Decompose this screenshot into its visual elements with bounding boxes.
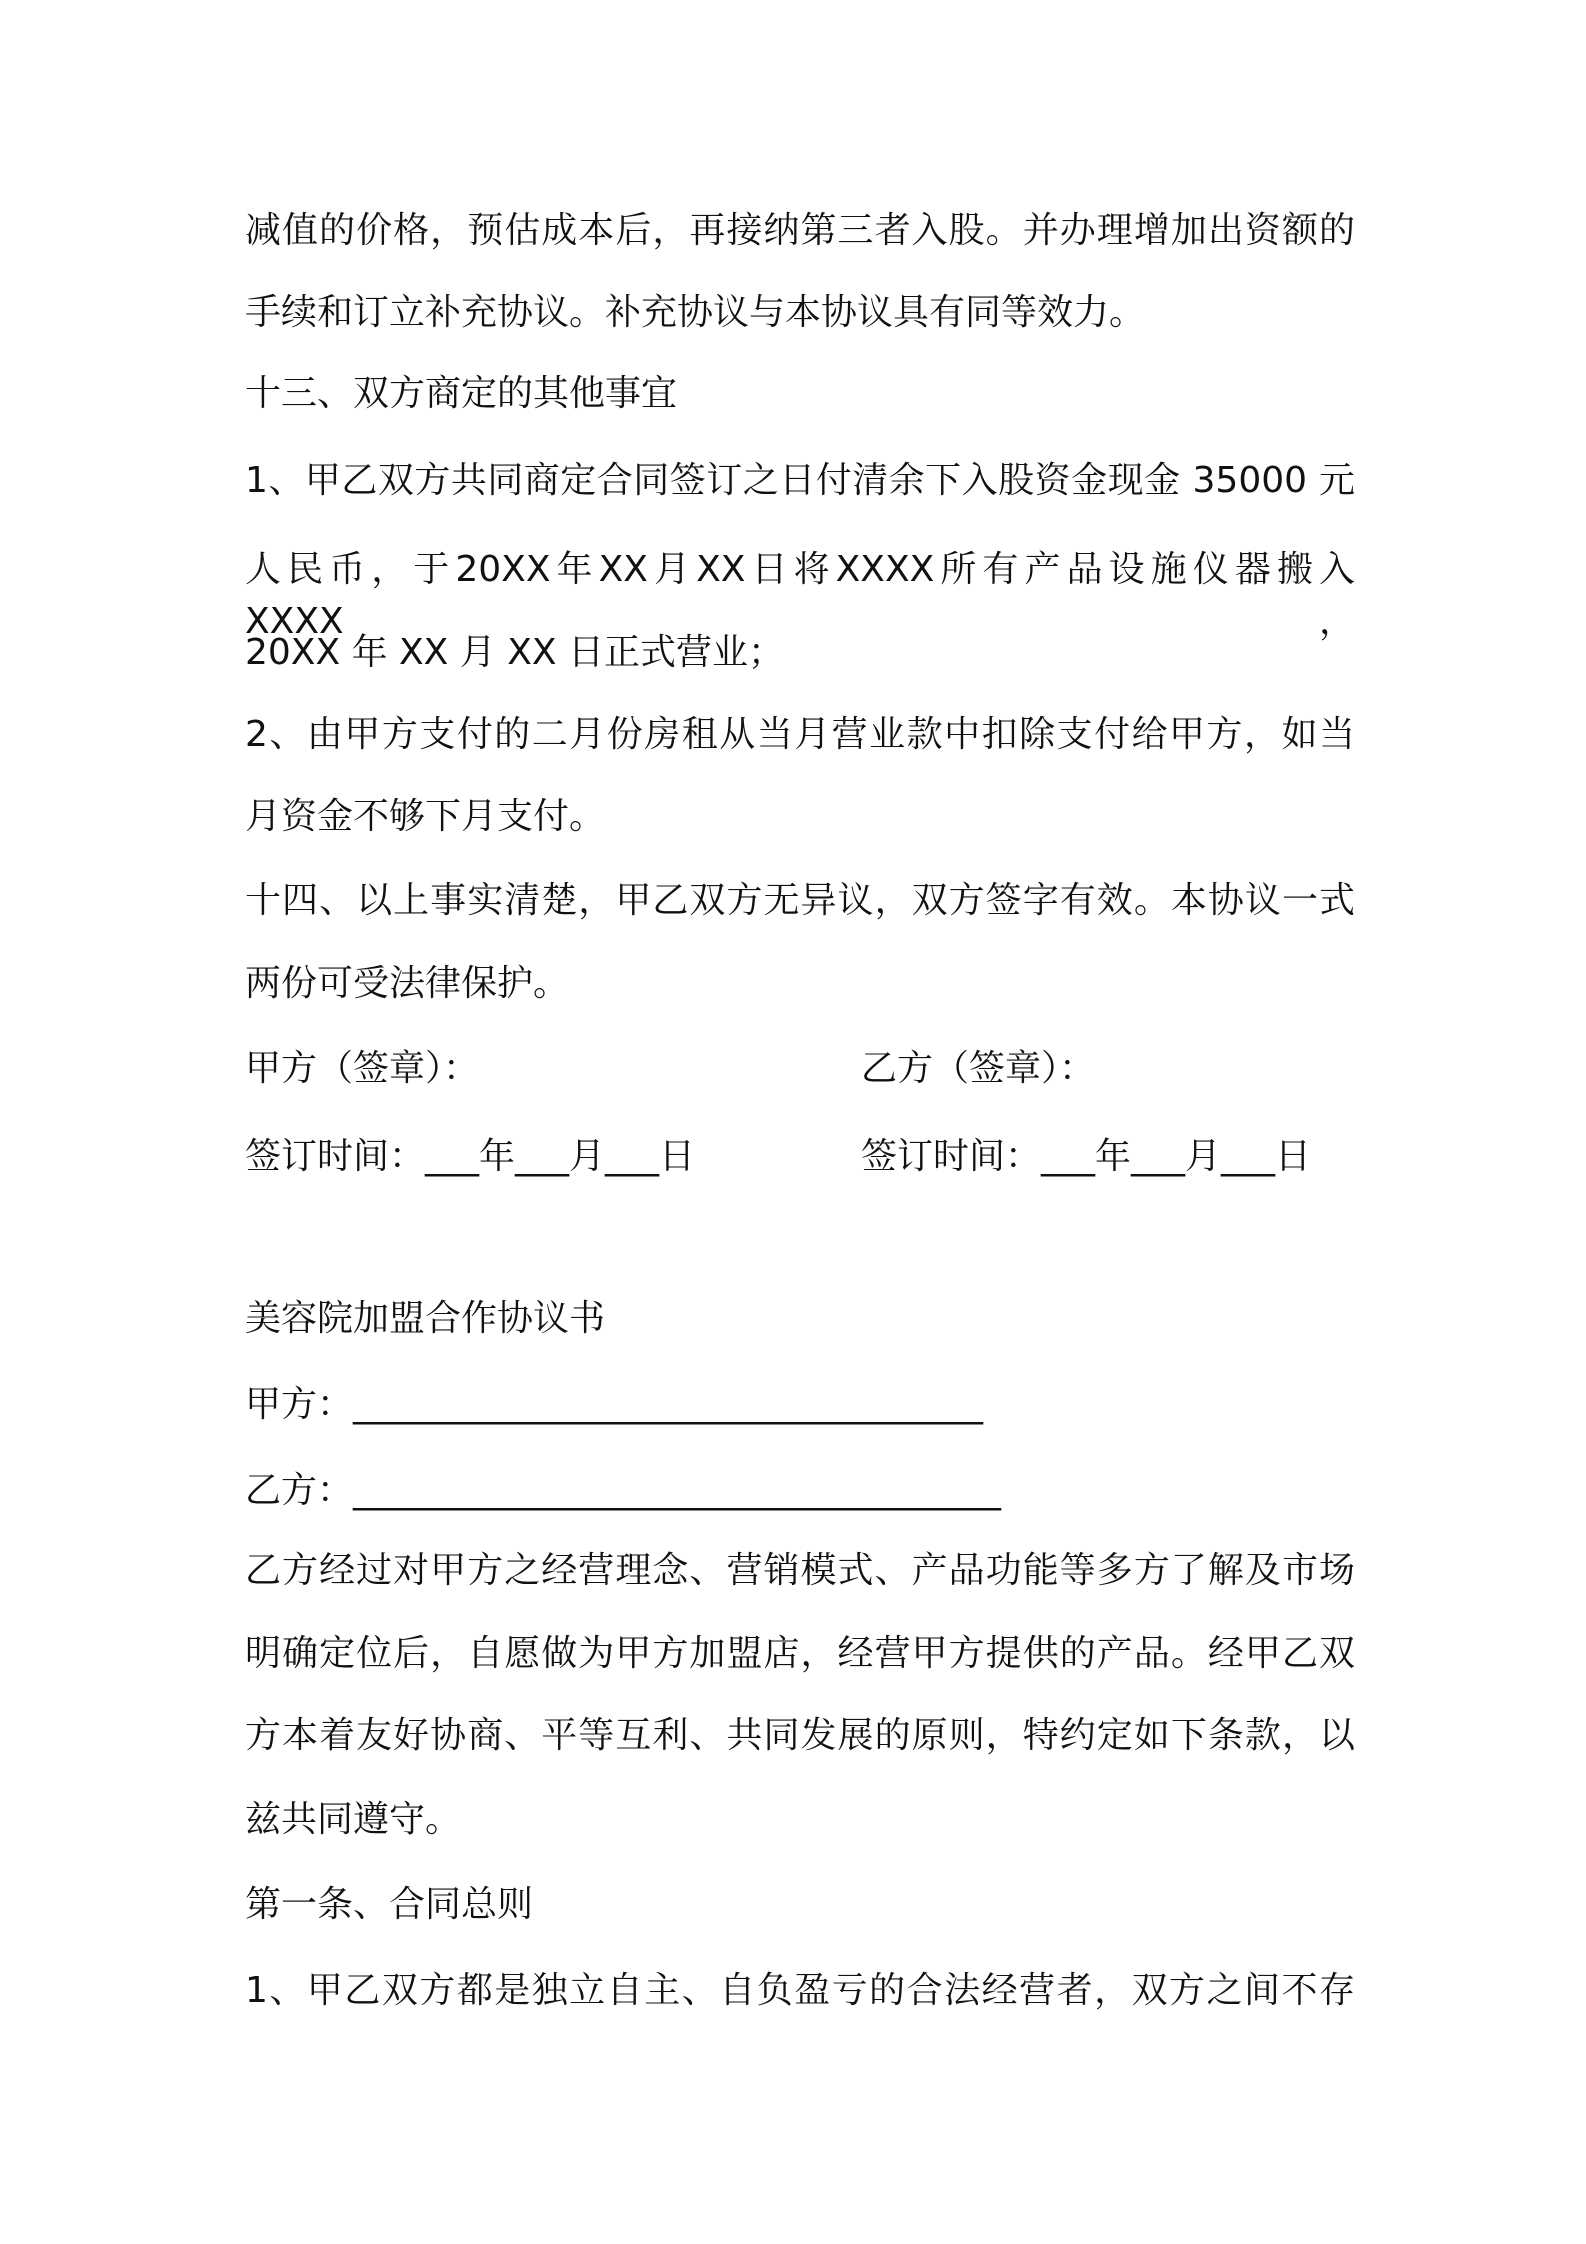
section-13-heading: 十三、双方商定的其他事宜 [245,373,678,414]
article-1-item-1-line-1: 1、甲乙双方都是独立自主、自负盈亏的合法经营者，双方之间不存 [245,1970,1355,2011]
intro-line-4: 兹共同遵守。 [245,1799,462,1840]
section-14-line-1: 十四、以上事实清楚，甲乙双方无异议，双方签字有效。本协议一式 [245,880,1355,921]
party-b-line: 乙方：____________________________________ [245,1470,1002,1511]
section-13-item-1-line-3: 20XX 年 XX 月 XX 日正式营业； [245,632,784,673]
section-12-line-2: 手续和订立补充协议。补充协议与本协议具有同等效力。 [245,292,1146,333]
party-b-seal-label: 乙方（签章）： [861,1048,1096,1089]
article-1-heading: 第一条、合同总则 [245,1884,534,1925]
section-14-line-2: 两份可受法律保护。 [245,963,570,1004]
party-b-date-label: 签订时间：___年___月___日 [861,1136,1312,1177]
section-13-item-2-line-1: 2、由甲方支付的二月份房租从当月营业款中扣除支付给甲方，如当 [245,714,1355,755]
party-a-date-label: 签订时间：___年___月___日 [245,1136,696,1177]
section-13-item-2-line-2: 月资金不够下月支付。 [245,796,606,837]
agreement-title: 美容院加盟合作协议书 [245,1298,606,1339]
intro-line-2: 明确定位后，自愿做为甲方加盟店，经营甲方提供的产品。经甲乙双 [245,1633,1355,1674]
section-12-line-1: 减值的价格，预估成本后，再接纳第三者入股。并办理增加出资额的 [245,210,1355,251]
party-a-seal-label: 甲方（签章）： [245,1048,480,1089]
intro-line-3: 方本着友好协商、平等互利、共同发展的原则，特约定如下条款，以 [245,1715,1355,1756]
section-13-item-1-line-1: 1、甲乙双方共同商定合同签订之日付清余下入股资金现金 35000 元 [245,460,1355,501]
section-13-item-1-line-2: 人民币，于20XX年XX月XX日将XXXX所有产品设施仪器搬入XXXX， [245,549,1355,642]
intro-line-1: 乙方经过对甲方之经营理念、营销模式、产品功能等多方了解及市场 [245,1550,1355,1591]
party-a-line: 甲方：___________________________________ [245,1384,984,1425]
